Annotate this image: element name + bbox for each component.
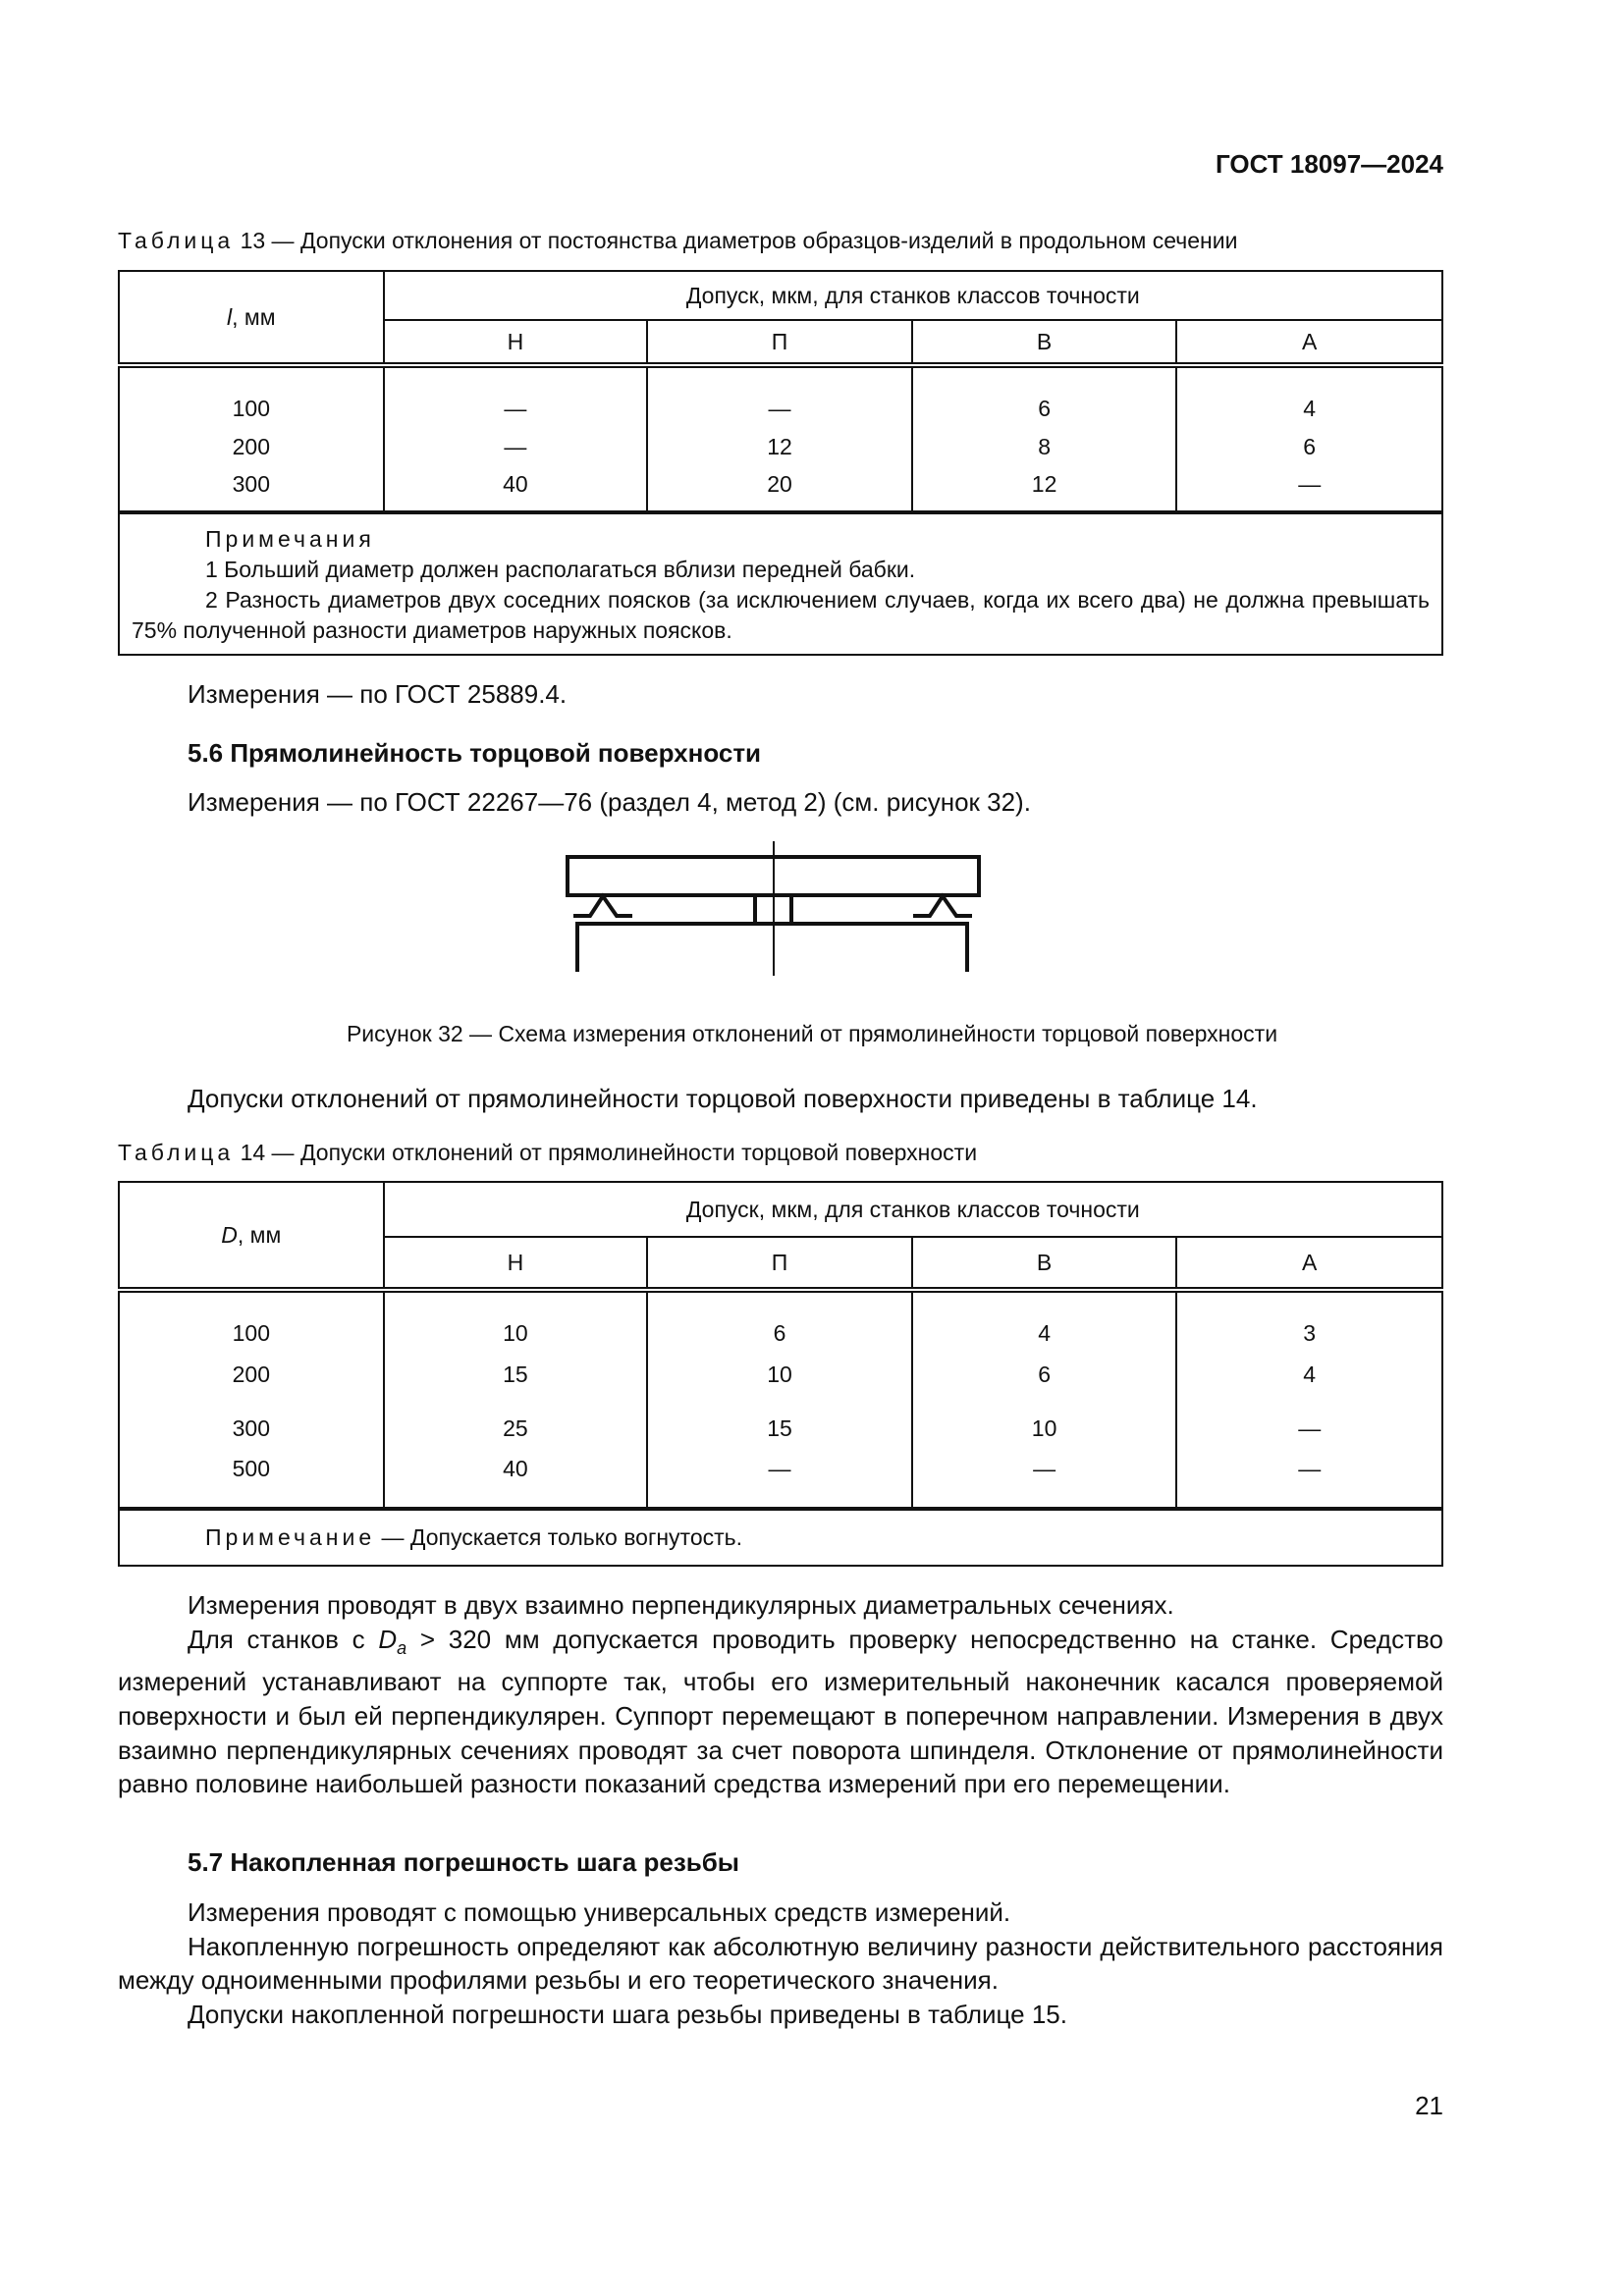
cell: 25 bbox=[384, 1402, 648, 1456]
table-row bbox=[119, 1402, 1442, 1456]
class-header: Н bbox=[384, 320, 648, 365]
cell: 100 bbox=[119, 1290, 384, 1347]
cell: — bbox=[647, 1456, 912, 1509]
cell: — bbox=[912, 1456, 1177, 1509]
cell: 40 bbox=[384, 471, 648, 512]
class-header: П bbox=[647, 1237, 912, 1290]
class-header: П bbox=[647, 320, 912, 365]
section-5-6-title: 5.6 Прямолинейность торцовой поверхности bbox=[188, 738, 762, 768]
cell: — bbox=[384, 422, 648, 471]
cell: 10 bbox=[647, 1347, 912, 1402]
measurement-text: Измерения — по ГОСТ 25889.4. bbox=[188, 679, 568, 709]
page-number: 21 bbox=[1415, 2091, 1443, 2120]
figure-32-diagram bbox=[0, 0, 1624, 1080]
section-5-7-title: 5.7 Накопленная погрешность шага резьбы bbox=[188, 1847, 739, 1877]
paragraph: Накопленную погрешность определяют как абсолютную величину разности действительного расстояния между одноименными профилями резьбы и его теоретического значения. bbox=[118, 1931, 1443, 1996]
cell: 200 bbox=[119, 422, 384, 471]
cell: — bbox=[384, 365, 648, 422]
cell: 4 bbox=[912, 1290, 1177, 1347]
cell: 3 bbox=[1176, 1290, 1442, 1347]
section-5-7-body bbox=[118, 1896, 1443, 2031]
note-text: — Допускается только вогнутость. bbox=[375, 1524, 743, 1550]
table-row bbox=[119, 1456, 1442, 1509]
caption-text: 13 — Допуски отклонения от постоянства диаметров образцов-изделий в продольном сечении bbox=[234, 228, 1238, 253]
class-header: А bbox=[1176, 320, 1442, 365]
measurement-paragraphs bbox=[118, 1588, 1443, 1801]
cell: — bbox=[647, 365, 912, 422]
note: 2 Разность диаметров двух соседних поясков (за исключением случаев, когда их всего два) не должна превышать 75% полученной разности диаметров наружных поясков. bbox=[132, 587, 1430, 643]
col-header-l: l, мм bbox=[119, 271, 384, 365]
cell: 10 bbox=[384, 1290, 648, 1347]
tolerance-text: Допуски отклонений от прямолинейности торцовой поверхности приведены в таблице 14. bbox=[188, 1084, 1258, 1113]
cell: — bbox=[1176, 471, 1442, 512]
class-header: А bbox=[1176, 1237, 1442, 1290]
workpiece-right bbox=[791, 924, 967, 972]
paragraph: Измерения проводят в двух взаимно перпендикулярных диаметральных сечениях. bbox=[188, 1590, 1174, 1620]
table-row bbox=[119, 1347, 1442, 1402]
cell: 300 bbox=[119, 1402, 384, 1456]
col-header-d: D, мм bbox=[119, 1182, 384, 1290]
support-right bbox=[913, 896, 972, 916]
paragraph: Допуски накопленной погрешности шага резьбы приведены в таблице 15. bbox=[188, 1999, 1067, 2029]
caption-text: 14 — Допуски отклонений от прямолинейности торцовой поверхности bbox=[234, 1140, 978, 1165]
cell: 100 bbox=[119, 365, 384, 422]
group-header: Допуск, мкм, для станков классов точности bbox=[384, 271, 1442, 320]
note-title: Примечание bbox=[205, 1524, 376, 1550]
cell: 4 bbox=[1176, 365, 1442, 422]
paragraph: Измерения проводят с помощью универсальных средств измерений. bbox=[188, 1897, 1011, 1927]
cell: 12 bbox=[647, 422, 912, 471]
figure-32-caption: Рисунок 32 — Схема измерения отклонений от прямолинейности торцовой поверхности bbox=[346, 1021, 1278, 1046]
class-header: В bbox=[912, 320, 1177, 365]
table-row bbox=[119, 1290, 1442, 1347]
cell: 15 bbox=[647, 1402, 912, 1456]
cell: 6 bbox=[912, 365, 1177, 422]
document-header: ГОСТ 18097—2024 bbox=[1216, 149, 1443, 179]
support-left bbox=[573, 896, 632, 916]
cell: 15 bbox=[384, 1347, 648, 1402]
cell: — bbox=[1176, 1456, 1442, 1509]
table14-note bbox=[119, 1509, 1442, 1566]
cell: 6 bbox=[647, 1290, 912, 1347]
cell: 8 bbox=[912, 422, 1177, 471]
cell: 200 bbox=[119, 1347, 384, 1402]
cell: 10 bbox=[912, 1402, 1177, 1456]
table14 bbox=[118, 1181, 1443, 1567]
cell: 4 bbox=[1176, 1347, 1442, 1402]
note: 1 Больший диаметр должен располагаться вблизи передней бабки. bbox=[205, 557, 916, 582]
cell: 12 bbox=[912, 471, 1177, 512]
group-header: Допуск, мкм, для станков классов точности bbox=[384, 1182, 1442, 1237]
table14-caption bbox=[118, 1140, 977, 1166]
caption-prefix: Таблица bbox=[118, 1140, 235, 1165]
class-header: Н bbox=[384, 1237, 648, 1290]
workpiece-left bbox=[577, 924, 755, 972]
caption-prefix: Таблица bbox=[118, 228, 235, 253]
cell: 300 bbox=[119, 471, 384, 512]
cell: 6 bbox=[912, 1347, 1177, 1402]
paragraph: Для станков с $D_a > 320$ мм допускается проводить проверку непосредственно на станке. Средство измерений устанавливают на суппорте так, чтобы его измерительный наконечник касался проверяемой поверхности и был ей перпендикулярен. Суппорт перемещают в поперечном направлении. Измерения в двух взаимно перпендикулярных сечениях проводят за счет поворота шпинделя. Отклонение от прямолинейности равно половине наибольшей разности показаний средства измерений при его перемещении. bbox=[118, 1624, 1443, 1799]
cell: 6 bbox=[1176, 422, 1442, 471]
cell: 500 bbox=[119, 1456, 384, 1509]
cell: 20 bbox=[647, 471, 912, 512]
section-5-6-measure: Измерения — по ГОСТ 22267—76 (раздел 4, метод 2) (см. рисунок 32). bbox=[188, 787, 1031, 817]
class-header: В bbox=[912, 1237, 1177, 1290]
cell: 40 bbox=[384, 1456, 648, 1509]
cell: — bbox=[1176, 1402, 1442, 1456]
notes-title: Примечания bbox=[205, 526, 375, 552]
